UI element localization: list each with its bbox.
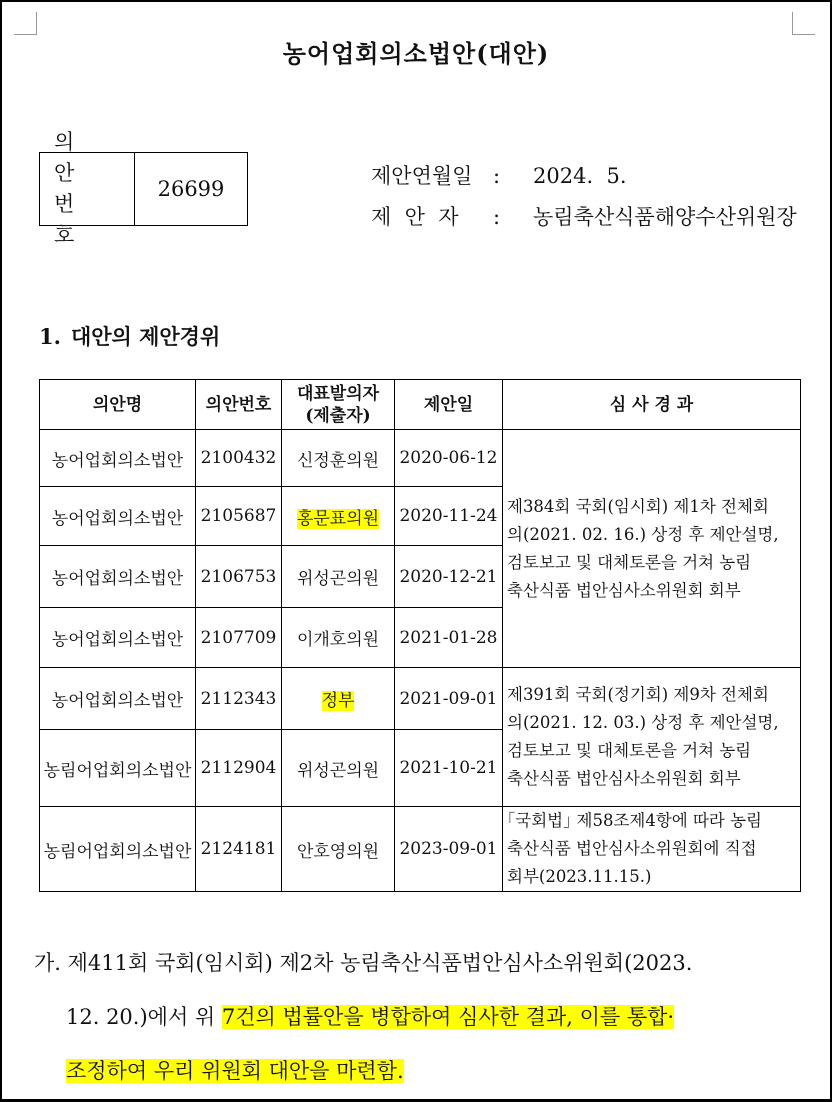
proposer-value: 농림축산식품해양수산위원장 xyxy=(533,205,797,229)
proposer-colon: : xyxy=(493,205,501,229)
header-bill-no: 의안번호 xyxy=(196,380,282,430)
header-date: 제안일 xyxy=(395,380,503,430)
sponsor-highlight: 정부 xyxy=(321,691,355,711)
crop-mark-top-left xyxy=(14,12,37,35)
cell-bill-name: 농어업회의소법안 xyxy=(40,668,196,730)
cell-bill-no: 2112343 xyxy=(196,668,282,730)
cell-sponsor xyxy=(282,487,395,546)
cell-result-group-1 xyxy=(503,430,801,668)
paragraph-line-3 xyxy=(66,1055,832,1085)
result-line: 회부(2023.11.15.) xyxy=(507,867,652,886)
cell-bill-no: 2100432 xyxy=(196,430,282,487)
header-sponsor-line2: (제출자) xyxy=(305,405,371,426)
cell-sponsor: 이개호의원 xyxy=(282,608,395,668)
paragraph-highlight: 조정하여 우리 위원회 대안을 마련함. xyxy=(66,1059,404,1083)
cell-sponsor xyxy=(282,668,395,730)
paragraph-highlight: 7건의 법률안을 병합하여 심사한 결과, 이를 통합· xyxy=(221,1005,675,1029)
result-line: 축산식품 법안심사소위원회 회부 xyxy=(507,580,741,600)
sponsor-highlight: 홍문표의원 xyxy=(296,508,380,529)
cell-bill-name: 농림어업회의소법안 xyxy=(40,807,196,892)
result-line: 검토보고 및 대체토론을 거쳐 농림 xyxy=(507,552,752,572)
table-row xyxy=(40,807,801,892)
section-heading xyxy=(39,321,220,351)
cell-bill-no: 2107709 xyxy=(196,608,282,668)
cell-date: 2020-12-21 xyxy=(395,546,503,608)
section-number: 1. xyxy=(39,324,61,349)
section-title: 대안의 제안경위 xyxy=(70,324,221,349)
proposal-date-colon: : xyxy=(493,164,501,188)
paragraph-line-2 xyxy=(66,1001,832,1031)
bill-number-box xyxy=(39,130,248,247)
bill-history-table xyxy=(39,379,801,892)
cell-result-group-2 xyxy=(503,668,801,807)
result-line: 의(2021. 02. 16.) 상정 후 제안설명, xyxy=(507,524,779,544)
cell-bill-no: 2105687 xyxy=(196,487,282,546)
cell-bill-name: 농어업회의소법안 xyxy=(40,487,196,546)
cell-bill-no: 2112904 xyxy=(196,730,282,807)
table-header-row xyxy=(40,380,801,430)
paragraph-line-1: 가. 제411회 국회(임시회) 제2차 농림축산식품법안심사소위원회(2023. xyxy=(34,951,693,975)
cell-bill-no: 2106753 xyxy=(196,546,282,608)
cell-result-group-3 xyxy=(503,807,801,892)
bill-number-value: 26699 xyxy=(157,177,225,201)
result-line: 축산식품 법안심사소위원회에 직접 xyxy=(507,839,757,858)
result-line: ｢국회법｣ 제58조제4항에 따라 농림 xyxy=(507,811,762,830)
cell-date: 2021-01-28 xyxy=(395,608,503,668)
header-bill-name: 의안명 xyxy=(40,380,196,430)
header-sponsor-line1: 대표발의자 xyxy=(296,383,380,404)
proposer-row xyxy=(371,201,797,231)
cell-date: 2021-09-01 xyxy=(395,668,503,730)
table-row xyxy=(40,430,801,487)
cell-date: 2021-10-21 xyxy=(395,730,503,807)
crop-mark-top-right xyxy=(792,12,815,35)
proposal-date-label: 제안연월일 xyxy=(371,164,473,188)
cell-date: 2020-11-24 xyxy=(395,487,503,546)
cell-bill-no: 2124181 xyxy=(196,807,282,892)
proposer-label: 제 안 자 xyxy=(371,205,459,229)
cell-sponsor: 위성곤의원 xyxy=(282,730,395,807)
cell-bill-name: 농어업회의소법안 xyxy=(40,608,196,668)
result-line: 제384회 국회(임시회) 제1차 전체회 xyxy=(507,496,769,516)
proposal-date-row xyxy=(371,160,627,190)
cell-bill-name: 농림어업회의소법안 xyxy=(40,730,196,807)
cell-sponsor: 위성곤의원 xyxy=(282,546,395,608)
cell-bill-name: 농어업회의소법안 xyxy=(40,430,196,487)
result-line: 축산식품 법안심사소위원회 회부 xyxy=(507,769,741,788)
cell-sponsor: 안호영의원 xyxy=(282,807,395,892)
cell-date: 2020-06-12 xyxy=(395,430,503,487)
result-line: 제391회 국회(정기회) 제9차 전체회 xyxy=(507,685,769,704)
header-sponsor xyxy=(282,380,395,430)
document-title: 농어업회의소법안(대안) xyxy=(282,39,550,68)
cell-sponsor: 신정훈의원 xyxy=(282,430,395,487)
cell-date: 2023-09-01 xyxy=(395,807,503,892)
bill-number-label xyxy=(40,130,135,247)
result-line: 의(2021. 12. 03.) 상정 후 제안설명, xyxy=(507,713,779,732)
table-row xyxy=(40,668,801,730)
proposal-date-value: 2024. 5. xyxy=(533,164,627,188)
paragraph-line-2-text: 12. 20.)에서 위 xyxy=(66,1005,222,1029)
bill-number-label-line1: 의 안 xyxy=(54,130,89,185)
cell-bill-name: 농어업회의소법안 xyxy=(40,546,196,608)
result-line: 검토보고 및 대체토론을 거쳐 농림 xyxy=(507,741,752,760)
header-result: 심 사 경 과 xyxy=(503,380,801,430)
bill-number-label-line2: 번 호 xyxy=(54,192,89,247)
